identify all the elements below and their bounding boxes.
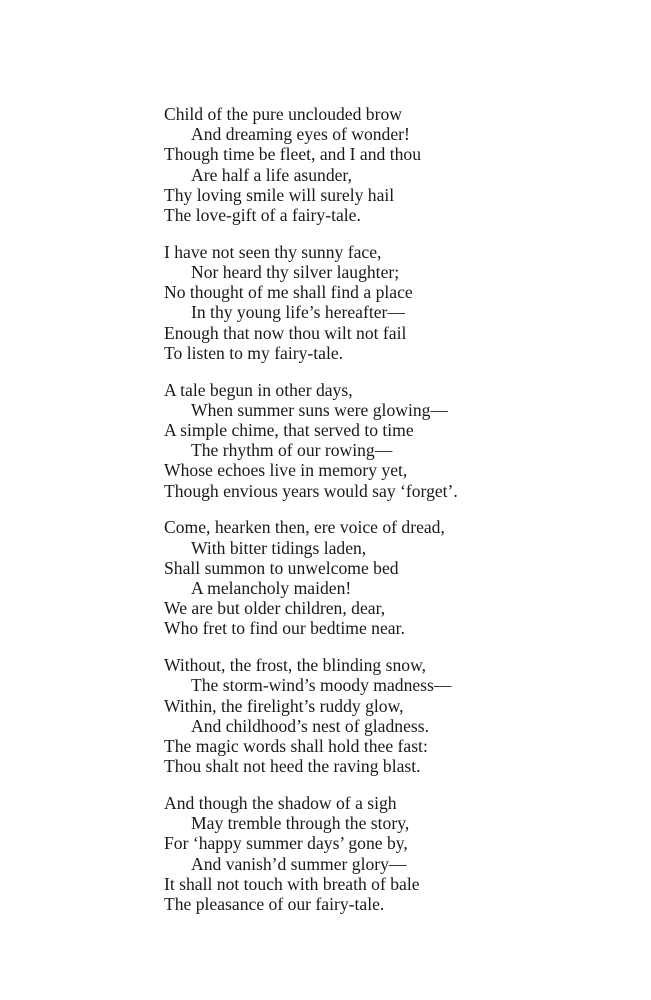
- poem-line: Come, hearken then, ere voice of dread,: [164, 517, 445, 538]
- poem-line-indented: And childhood’s nest of gladness.: [191, 715, 429, 736]
- poem-line: A tale begun in other days,: [164, 379, 353, 400]
- poem-line: Shall summon to unwelcome bed: [164, 557, 399, 578]
- poem-line-indented: The storm-wind’s moody madness—: [191, 675, 452, 696]
- stanza-2: [164, 242, 604, 363]
- poem: [164, 104, 604, 914]
- stanza-5: [164, 655, 604, 776]
- poem-line: The magic words shall hold thee fast:: [164, 736, 428, 757]
- poem-line-indented: And dreaming eyes of wonder!: [191, 124, 410, 145]
- poem-line: For ‘happy summer days’ gone by,: [164, 833, 408, 854]
- poem-line: Thou shalt not heed the raving blast.: [164, 756, 421, 777]
- poem-line: And though the shadow of a sigh: [164, 793, 397, 814]
- poem-line: The love-gift of a fairy-tale.: [164, 205, 361, 226]
- poem-line-indented: Are half a life asunder,: [191, 164, 352, 185]
- poem-line: Though time be fleet, and I and thou: [164, 144, 421, 165]
- stanza-4: [164, 517, 604, 638]
- poem-line-indented: May tremble through the story,: [191, 813, 410, 834]
- stanza-1: [164, 104, 604, 225]
- poem-line: Thy loving smile will surely hail: [164, 184, 395, 205]
- poem-line: Within, the firelight’s ruddy glow,: [164, 695, 404, 716]
- poem-line: No thought of me shall find a place: [164, 282, 413, 303]
- poem-line-indented: The rhythm of our rowing—: [191, 440, 393, 461]
- poem-line-indented: And vanish’d summer glory—: [191, 853, 407, 874]
- poem-line: Though envious years would say ‘forget’.: [164, 480, 458, 501]
- poem-line: We are but older children, dear,: [164, 598, 386, 619]
- poem-line-indented: Nor heard thy silver laughter;: [191, 262, 400, 283]
- poem-line-indented: When summer suns were glowing—: [191, 399, 449, 420]
- poem-line: A simple chime, that served to time: [164, 420, 414, 441]
- poem-line: To listen to my fairy-tale.: [164, 342, 344, 363]
- poem-line: Enough that now thou wilt not fail: [164, 322, 407, 343]
- poem-line-indented: A melancholy maiden!: [191, 578, 352, 599]
- poem-line: Who fret to find our bedtime near.: [164, 618, 405, 639]
- poem-line: The pleasance of our fairy-tale.: [164, 894, 385, 915]
- poem-line: Without, the frost, the blinding snow,: [164, 655, 427, 676]
- stanza-3: [164, 380, 604, 501]
- poem-line-indented: With bitter tidings laden,: [191, 537, 367, 558]
- poem-line: I have not seen thy sunny face,: [164, 241, 382, 262]
- poem-line: It shall not touch with breath of bale: [164, 873, 420, 894]
- poem-line-indented: In thy young life’s hereafter—: [191, 302, 405, 323]
- poem-line: Whose echoes live in memory yet,: [164, 460, 408, 481]
- poem-line: Child of the pure unclouded brow: [164, 104, 402, 124]
- stanza-6: [164, 793, 604, 914]
